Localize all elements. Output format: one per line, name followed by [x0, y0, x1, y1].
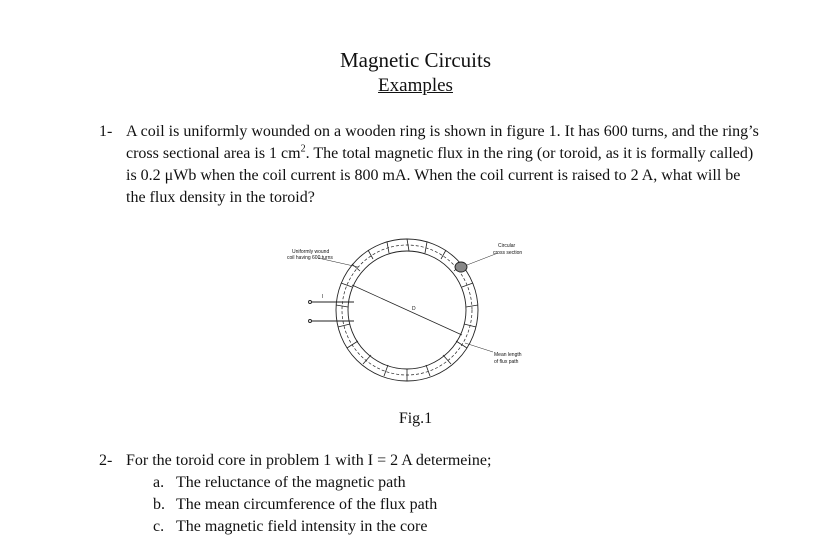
coil-label-line2: coil having 600 turns — [287, 255, 333, 261]
mean-label-leader — [465, 343, 493, 352]
list-item-text: The reluctance of the magnetic path — [176, 474, 406, 491]
list-item — [153, 472, 437, 494]
mean-label-line2: of flux path — [494, 359, 519, 365]
mean-label-line1: Mean length — [494, 352, 522, 358]
problem-1-text — [126, 121, 759, 209]
terminal-bottom — [309, 320, 312, 323]
list-item-letter: c. — [153, 518, 165, 535]
cross-label-line1: Circular — [498, 243, 516, 249]
problem-2 — [99, 450, 759, 472]
toroid-figure — [270, 225, 570, 395]
problem-2-text: For the toroid core in problem 1 with I = 2 A determeine; — [126, 452, 492, 469]
problem-1-text-b: . The total magnetic flux in the ring (or toroid, as it is formally called) is 0.2 μWb when the coil current is 800 mA. When the coil current is raised to 2 A, what will be the flux density in the toroid? — [126, 145, 754, 206]
problem-1-superscript: 2 — [300, 143, 306, 155]
page-title: Magnetic Circuits — [339, 48, 492, 72]
coil-label-line1: Uniformly wound — [292, 249, 330, 255]
diameter-line — [352, 285, 462, 335]
list-item-text: The mean circumference of the flux path — [176, 496, 438, 513]
list-item — [153, 494, 437, 516]
list-item-letter: b. — [153, 496, 165, 513]
current-label: I — [322, 294, 324, 300]
page-subtitle — [0, 74, 831, 98]
problem-2-list — [153, 472, 437, 538]
figure-caption: Fig.1 — [398, 410, 433, 427]
cross-section-marker — [455, 262, 467, 272]
cross-label-line2: cross section — [493, 250, 523, 256]
problem-1-number: 1- — [99, 123, 113, 140]
list-item-text: The magnetic field intensity in the core — [176, 518, 428, 535]
problem-2-number: 2- — [99, 452, 113, 469]
list-item-letter: a. — [153, 474, 165, 491]
subtitle-text: Examples — [378, 75, 453, 96]
list-item — [153, 516, 437, 538]
problem-1 — [99, 121, 759, 209]
diameter-label: D — [412, 306, 416, 312]
problem-1-text-a: A coil is uniformly wounded on a wooden ring is shown in figure 1. It has 600 turns, and the ring’s cross sectional area is 1 cm — [126, 123, 759, 162]
terminal-top — [309, 301, 312, 304]
